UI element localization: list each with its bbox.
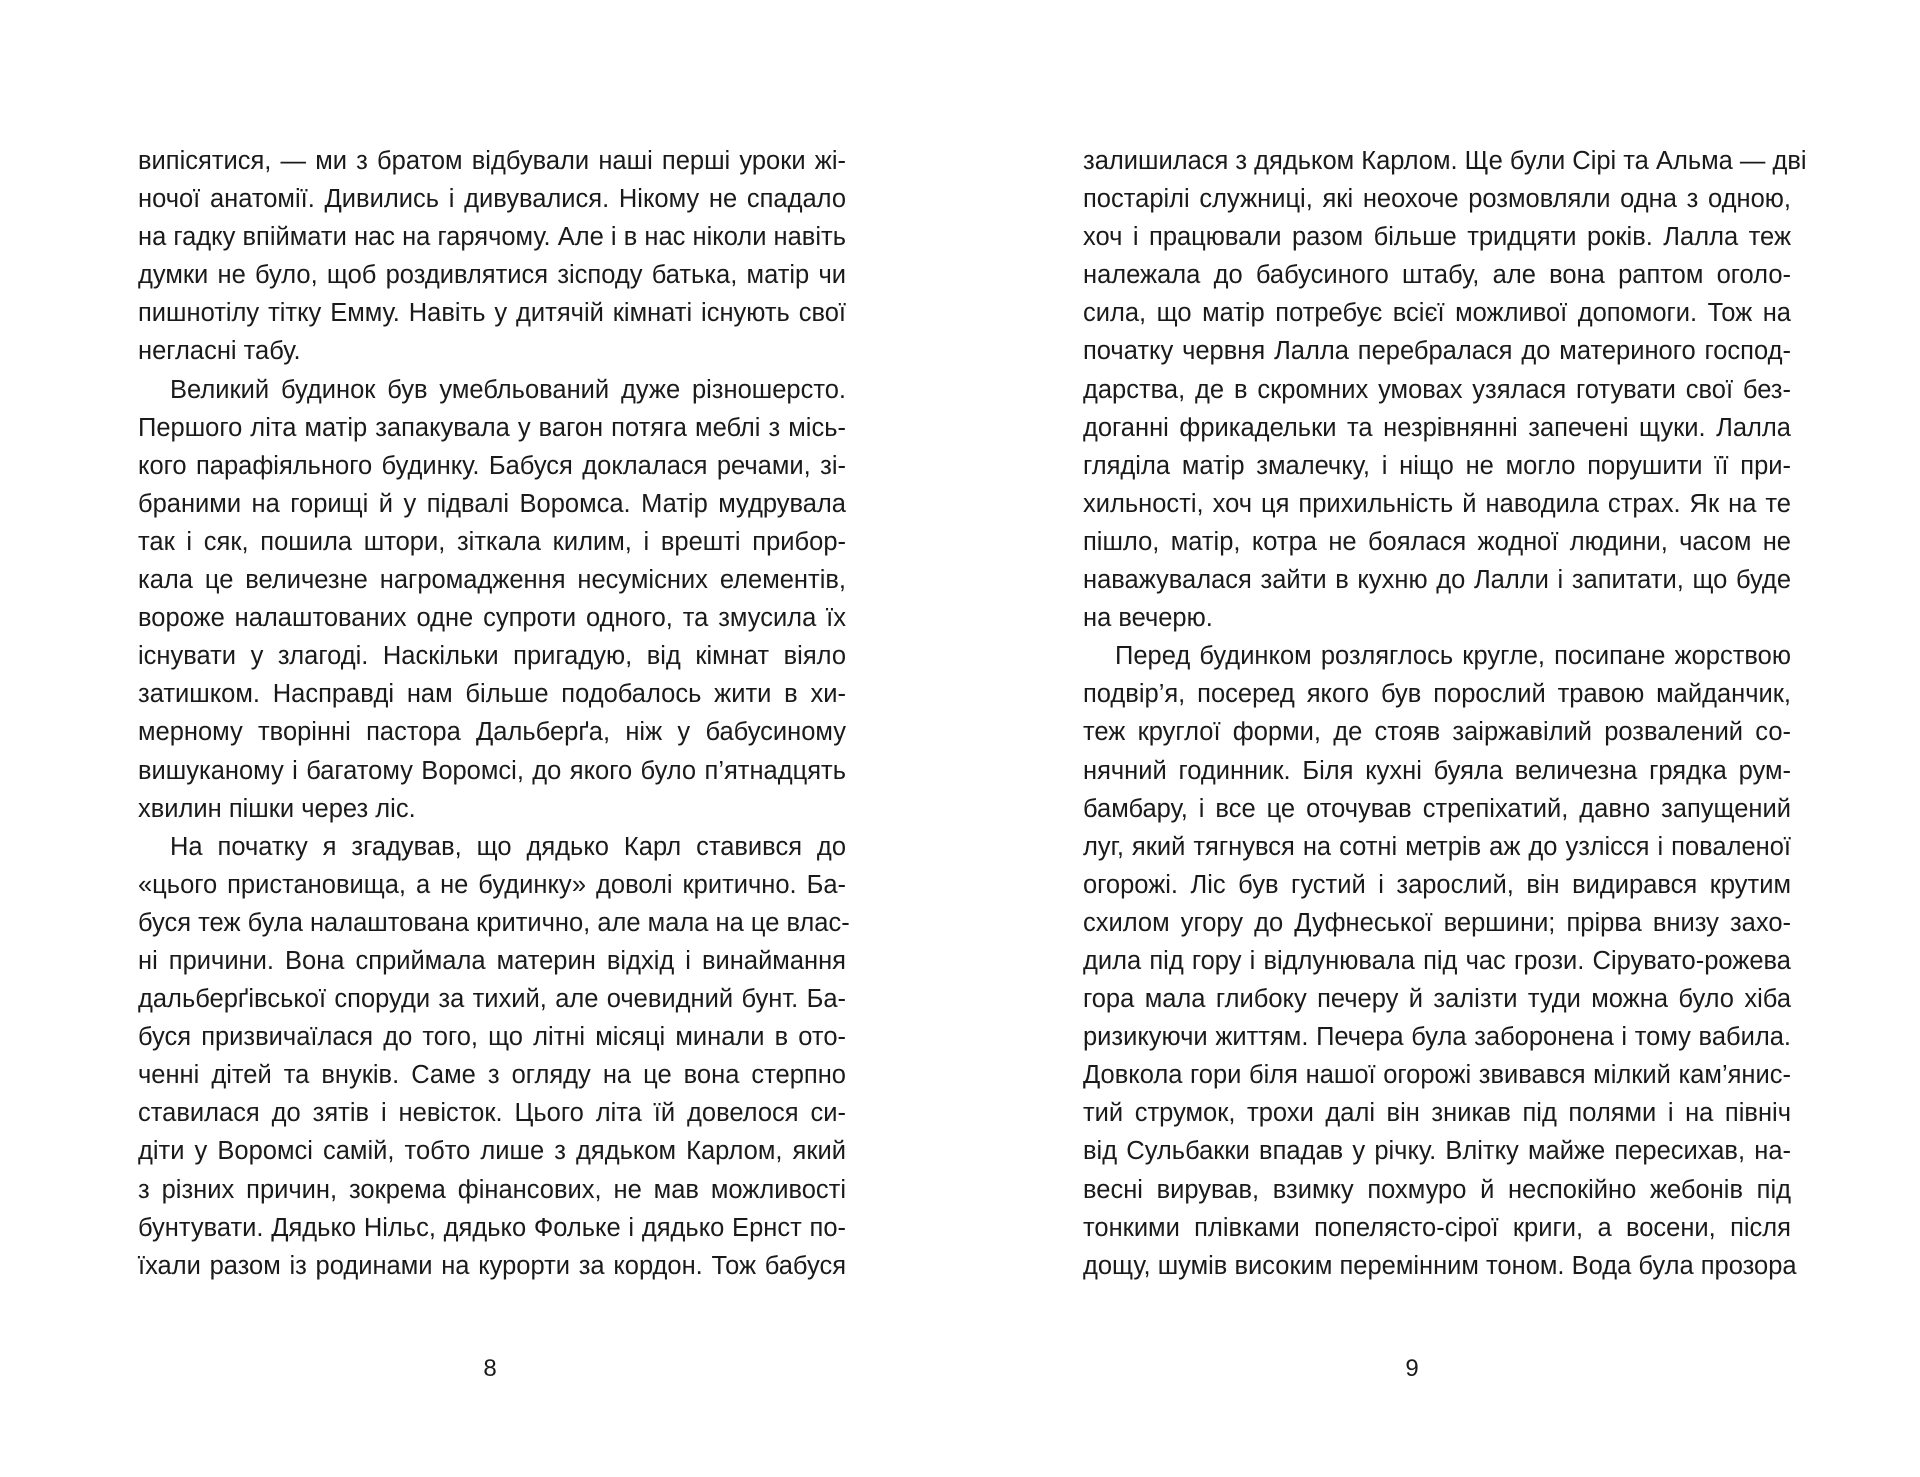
left-page-text [138,142,850,1285]
text-line: хоч і працювали разом більше тридцяти років. Лалла теж [1083,223,1791,252]
text-line: нячний годинник. Біля кухні буяла величезна грядка рум- [1083,756,1791,785]
text-line: огорожі. Ліс був густий і зарослий, він видирався крутим [1083,870,1791,899]
text-line: хильності, хоч ця прихильність й наводила страх. Як на те [1083,489,1791,518]
text-line: бунтувати. Дядько Нільс, дядько Фольке і дядько Ернст по- [138,1213,846,1242]
text-line: бамбару, і все це оточував стрепіхатий, давно запущений [1083,794,1791,823]
text-line: гляділа матір змалечку, і ніщо не могло порушити її при- [1083,451,1791,480]
page-number: 9 [1405,1355,1419,1382]
text-line: думки не було, щоб роздивлятися зісподу батька, матір чи [138,261,846,290]
text-line: весні вирував, взимку похмуро й неспокійно жебонів під [1083,1175,1791,1204]
text-line: сила, що матір потребує всієї можливої допомоги. Тож на [1083,299,1791,328]
text-line: схилом угору до Дуфнеської вершини; прірва внизу захо- [1083,908,1791,937]
text-line: Першого літа матір запакувала у вагон потяга меблі з місь- [138,413,846,442]
text-line: пішло, матір, котра не боялася жодної людини, часом не [1083,527,1791,556]
text-line: доганні фрикадельки та незрівнянні запечені щуки. Лалла [1083,413,1791,442]
text-line: мерному творінні пастора Дальберґа, ніж у бабусиному [138,718,846,747]
text-line: ночої анатомії. Дивились і дивувалися. Нікому не спадало [138,185,846,214]
text-line: вишуканому і багатому Воромсі, до якого було п’ятнадцять [138,756,846,785]
text-line: початку червня Лалла перебралася до материного господ- [1083,337,1791,366]
text-line: ставилася до зятів і невісток. Цього літа їй довелося си- [138,1099,846,1128]
text-line: на гадку впіймати нас на гарячому. Але і в нас ніколи навіть [138,223,846,252]
text-line: пишнотілу тітку Емму. Навіть у дитячій кімнаті існують свої [138,299,846,328]
text-line: від Сульбакки впадав у річку. Влітку майже пересихав, на- [1083,1137,1791,1166]
right-page [960,0,1920,1477]
text-line: ні причини. Вона сприймала материн відхід і винаймання [138,946,846,975]
text-line: тонкими плівками попелясто-сірої криги, а восени, після [1083,1213,1791,1242]
text-line: ризикуючи життям. Печера була заборонена і тому вабила. [1083,1023,1791,1052]
text-line: дощу, шумів високим перемінним тоном. Вода була прозора [1083,1251,1797,1280]
text-line: Перед будинком розляглось кругле, посипане жорствою [1115,642,1791,671]
text-line: дила під гору і відлунювала під час грози. Сірувато-рожева [1083,946,1791,975]
text-line: діти у Воромсі самій, тобто лише з дядьком Карлом, який [138,1137,846,1166]
text-line: належала до бабусиного штабу, але вона раптом оголо- [1083,261,1791,290]
text-line: вороже налаштованих одне супроти одного, та змусила їх [138,604,846,633]
text-line: луг, який тягнувся на сотні метрів аж до узлісся і поваленої [1083,832,1791,861]
page-number: 8 [483,1355,497,1382]
text-line: ченні дітей та внуків. Саме з огляду на це вона стерпно [138,1061,846,1090]
text-line: постарілі служниці, які неохоче розмовляли одна з одною, [1083,185,1791,214]
text-line: кала це величезне нагромадження несумісних елементів, [138,566,846,595]
text-line: негласні табу. [138,337,301,366]
text-line: хвилин пішки через ліс. [138,794,416,823]
right-page-text [1083,142,1807,1285]
text-line: «цього пристановища, а не будинку» доволі критично. Ба- [138,870,846,899]
text-line: буся призвичаїлася до того, що літні місяці минали в ото- [138,1023,846,1052]
text-line: теж круглої форми, де стояв заіржавілий розвалений со- [1083,718,1791,747]
text-line: дарства, де в скромних умовах узялася готувати свої без- [1083,375,1791,404]
text-line: гора мала глибоку печеру й залізти туди можна було хіба [1083,985,1791,1014]
text-line: існувати у злагоді. Наскільки пригадую, від кімнат віяло [138,642,846,671]
text-line: Довкола гори біля нашої огорожі звивався мілкий кам’янис- [1083,1061,1791,1090]
text-line: тий струмок, трохи далі він зникав під полями і на північ [1083,1099,1791,1128]
text-line: їхали разом із родинами на курорти за кордон. Тож бабуся [138,1251,846,1280]
text-line: на вечерю. [1083,604,1213,633]
text-line: з різних причин, зокрема фінансових, не мав можливості [138,1175,846,1204]
text-line: залишилася з дядьком Карлом. Ще були Сірі та Альма — дві [1083,147,1807,175]
text-line: кого парафіяльного будинку. Бабуся доклалася речами, зі- [138,451,846,480]
text-line: На початку я згадував, що дядько Карл ставився до [170,832,846,861]
text-line: подвір’я, посеред якого був порослий травою майданчик, [1083,680,1791,709]
text-line: браними на горищі й у підвалі Воромса. Матір мудрувала [138,489,846,518]
text-line: випісятися, — ми з братом відбували наші перші уроки жі- [138,147,846,175]
text-line: дальберґівської споруди за тихий, але очевидний бунт. Ба- [138,985,846,1014]
text-line: наважувалася зайти в кухню до Лалли і запитати, що буде [1083,566,1791,595]
text-line: Великий будинок був умебльований дуже різношерсто. [170,375,846,404]
text-line: буся теж була налаштована критично, але мала на це влас- [138,908,850,937]
text-line: затишком. Насправді нам більше подобалось жити в хи- [138,680,846,709]
text-line: так і сяк, пошила штори, зіткала килим, і врешті прибор- [138,527,846,556]
